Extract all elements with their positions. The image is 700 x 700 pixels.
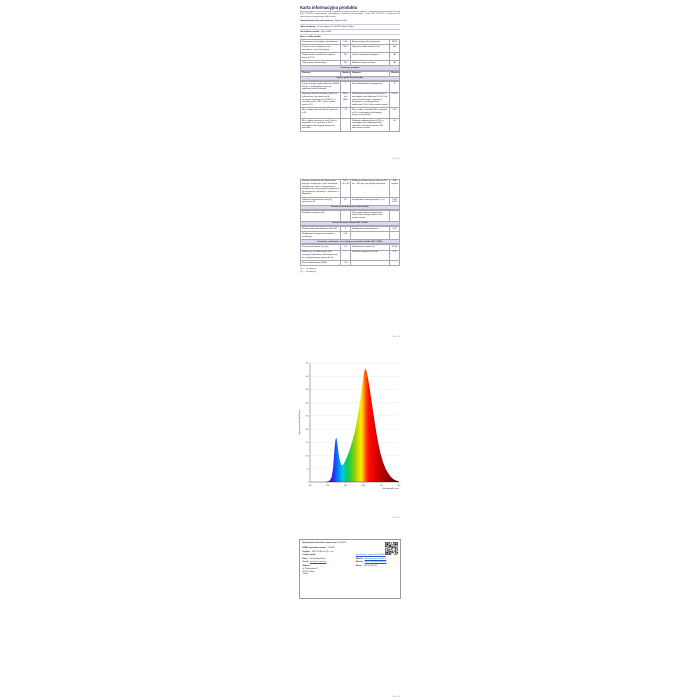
table-cell: 15 000 (389, 245, 399, 249)
table-cell: Bezkierunkowe lub kierunkowe: (350, 40, 389, 44)
supplier-value: SPECTRUM LED Sp. z o.o. (311, 550, 334, 553)
mains-params-table (300, 244, 400, 266)
table-cell: NDLS (389, 40, 399, 44)
table-cell: - (340, 119, 350, 131)
table-cell: Wymiary zewnętrzne bez oddzielnego osprzętu sterującego, części sterowania oświetleniem i części niezwiązanych z oświetleniem, w stosownych przypadkach (w milimetrach): Wysokość × Szerokość × Głębokość (302, 180, 340, 196)
contact-details-header: Contact details: (302, 554, 316, 557)
table-cell: Deklarowana trwałość (h) (350, 245, 389, 249)
table-cell: Źródło światła z możliwością regulacji barwy (CTLS): (302, 53, 336, 59)
table-cell: Możliwość przyciemniania: (350, 61, 389, 65)
table-row (301, 245, 399, 249)
table-row (301, 44, 399, 52)
y-tick-label: 250 (305, 415, 309, 418)
table-row (301, 107, 399, 117)
contact-name-label: Name: (302, 557, 308, 560)
x-tick-label: 500 (343, 485, 348, 487)
table-row (301, 197, 399, 205)
contact-box (299, 539, 401, 599)
table-cell: Współczynnik przeżywalności (350, 227, 389, 231)
y-tick-label: 50 (306, 468, 309, 471)
table-cell: 0,4 (340, 261, 350, 265)
website-label: Website: (355, 557, 364, 560)
x-axis-label: Wavelength (nm) (382, 488, 399, 491)
phone-row (356, 565, 397, 567)
spd-chart (297, 357, 403, 497)
table-cell: 7 (340, 82, 350, 91)
table-cell: Moc w trybie czuwania w sieci (Pnet) w przypadku CLS, wyrażona w W i w zaokrągleniu do drugiego miejsca po przecinku (302, 119, 337, 130)
table-cell: MLS (340, 45, 350, 52)
table-row (301, 60, 399, 65)
y-tick-label: 150 (305, 442, 309, 445)
y-tick-label: 0 (307, 481, 309, 484)
general-params-table (300, 81, 400, 132)
band-product-params: Parametry produktu (300, 66, 400, 70)
table-cell: LED (340, 40, 350, 44)
table-cell: Użyteczny strumień świetlny (Φuse), ze wskazaniem, czy odnosi się do strumienia świetlnego w kuli (360°), w szerokim stożku (120°) czy w wąskim stożku (90°) (302, 93, 338, 106)
table-cell: Światłość szczytowa (cd) (302, 211, 325, 214)
eprel-label: EPREL registration number: (302, 547, 327, 549)
contact-name-value: Dział obsługi klienta (309, 557, 326, 560)
page-4 (297, 538, 403, 700)
table-cell: Zasilane z sieci elektrycznej lub niezasilane z sieci elektrycznej: (302, 46, 331, 51)
page-title: Karta informacyjna produktu (300, 4, 358, 10)
section-header: Dane o źródle światła: (300, 36, 322, 39)
y-tick-label: 200 (305, 428, 309, 431)
table-cell: Połączone źródło światła (CLS): (350, 45, 389, 52)
band-mains-params: Parametry zasilanych z sieci elektrycznej źródeł światła LED i OLED: (300, 240, 400, 244)
table-cell: 60 (340, 198, 350, 205)
table-cell: Efekt stroboskopowy (SVM) (302, 261, 327, 264)
light-source-table (300, 39, 400, 66)
table-cell: Współczynnik utrzymania strumienia świetlnego (302, 232, 335, 238)
website2-link[interactable]: https://sklep.spectrumled.pl (364, 561, 387, 564)
table-cell: Moc w trybie włączenia (Pon), wyrażona w W (302, 109, 338, 114)
phone-value: +48 123 456 789 (363, 564, 377, 567)
directional-params-table (300, 210, 400, 221)
table-cell: Klasa efektywności energetycznej (350, 82, 389, 91)
table-cell: 0,5 (340, 245, 350, 249)
website-row (356, 558, 397, 560)
table-cell: Nie (389, 53, 399, 60)
table-cell: 1,0 (389, 251, 399, 260)
table-cell (350, 261, 389, 265)
text-line: 30-701 Kraków (302, 570, 315, 573)
table-cell: Wartość wskaźnika oddawania barw R9 (302, 227, 338, 230)
text-line: (2) „-” : nie dotyczy; (300, 270, 317, 273)
table-cell: - (389, 211, 399, 220)
table-cell: 0,90 (389, 227, 399, 231)
page-3 (297, 356, 403, 521)
table-row (301, 180, 399, 197)
field-row (300, 30, 400, 35)
page-2 (297, 177, 403, 340)
table-cell (389, 232, 399, 239)
table-cell: Deklaracja, że źródło światła LED zastępuje świetlówkę o określonej mocy, bez zintegrowanego statecznika (2) (302, 251, 338, 259)
market-date-value: 01/10/2021 (337, 542, 347, 544)
table-row (301, 260, 399, 265)
table-cell: 80 (389, 119, 399, 131)
email-row (303, 561, 356, 563)
table-cell: Wartość (391, 72, 399, 75)
x-tick-label: 800 (397, 485, 401, 487)
supplier-fields (300, 20, 400, 35)
table-row (301, 52, 399, 60)
x-tick-label: 300 (308, 485, 312, 487)
table-cell: Otoczka wysokoluminancyjna: (350, 53, 389, 60)
table-cell: - (340, 251, 350, 260)
field-value: Spectrum LED (334, 20, 347, 23)
led-params-table (300, 226, 400, 240)
table-cell: 0,90 (340, 232, 350, 239)
field-label: Nazwa dostawcy lub znak towarowy: (300, 20, 334, 23)
website2-row (356, 561, 397, 563)
table-cell: Współrzędne chromatyczności (x i y) (350, 198, 389, 205)
table-cell: Nie (340, 61, 350, 65)
contact-left-column (303, 547, 356, 575)
table-cell: Osłona przeciwolśnieniowa: (302, 61, 327, 64)
website-link[interactable]: https://www.spectrumled.pl (364, 557, 387, 560)
y-axis-label: Spectral power [mW/nm] (299, 410, 301, 435)
table-cell: Parametr (302, 72, 311, 75)
qr-code (385, 542, 398, 555)
page-footer: Page 4/4 (392, 696, 400, 698)
general-params-table-cont (300, 179, 400, 206)
market-date-label: Model placed on the Union market from: (302, 542, 337, 544)
table-cell: Zob. rysunek (389, 180, 399, 197)
market-date-line (303, 542, 377, 544)
address-header: Address: (302, 564, 311, 567)
table-row (301, 227, 399, 231)
spd-area (307, 368, 399, 484)
table-cell: 2700 K (389, 93, 399, 108)
table-cell: Widmowy rozkład mocy w zakresie 250 nm – 800 nm, przy pełnym obciążeniu (350, 180, 389, 197)
table-cell: - (340, 211, 350, 220)
table-row (301, 118, 399, 131)
x-tick-label: 600 (361, 485, 366, 487)
contact-name-row (303, 558, 356, 560)
table-cell: Parametr (350, 72, 389, 76)
eprel-row (303, 547, 356, 549)
table-row (301, 92, 399, 108)
page-1 (297, 2, 403, 162)
table-cell: 806 w kuli (360°) (340, 93, 350, 108)
email-link[interactable]: info@spectrumled.pl (310, 561, 327, 564)
website2-label: Website: (355, 561, 364, 564)
field-label: Identyfikator modelu: (300, 30, 320, 33)
text-line: (1) „-” : nie dotyczy; (300, 267, 317, 270)
page-footer: Page 2/4 (392, 336, 400, 338)
y-tick-label: 350 (305, 389, 309, 392)
table-cell: Nie (340, 53, 350, 60)
table-cell: Skorelowana temperatura barwowa, w zaokrągleniu do najbliższych 100 K, lub zakres skorelowanych temperatur barwowych, w zaokrągleniu do najbliższych 100 K, które można ustawić (351, 93, 388, 106)
field-value: WOJ+14629 (320, 30, 332, 33)
table-cell (389, 261, 399, 265)
y-tick-label: 400 (305, 375, 309, 378)
field-label: Adres dostawcy: (300, 25, 316, 28)
table-cell: Wskaźnik migotania (Pst LM) (350, 251, 389, 260)
table-row (301, 250, 399, 260)
table-cell: F (389, 82, 399, 91)
eprel-value: 1234567 (328, 547, 336, 549)
supplier-label: Supplier: (302, 550, 311, 553)
table-cell: 108 × 60 × 60 (340, 180, 350, 197)
page-footer: Page 3/4 (392, 517, 400, 519)
table-cell: Wskaźnik oddawania barw (CRI), w zaokrągleniu do najbliższej liczby całkowitej, lub zakres wartości CRI, które można ustawić (350, 119, 389, 131)
page-footer: Page 1/4 (392, 158, 400, 160)
field-value: ul. Przemysłowa 12, 30-701 Kraków, Polska (316, 25, 354, 28)
text-line: ul. Przemysłowa 12 (302, 568, 319, 571)
phone-label: Phone: (355, 564, 362, 567)
table-row (301, 82, 399, 91)
table-row (301, 231, 399, 239)
eprel-qr-link[interactable]: https://eprel.ec.europa.eu/qr/1234567 (355, 554, 386, 556)
table-cell: 0 (340, 227, 350, 231)
table-cell: 0,457 0,410 (389, 198, 399, 205)
intro-text: Informacje podane w karcie informacyjnej produktu zostały zamieszczone zgodnie z rozporządzeniem delegowanym Komisji (UE) 2019/2015 uzupełniającym rozporządzenie Parlamentu Europejskiego i Rady (UE) 2017/1369 w odniesieniu do etykietowania energetycznego źródeł światła. (300, 11, 400, 18)
y-tick-label: 100 (305, 455, 309, 458)
table-cell: Wartość (342, 72, 351, 75)
table-cell: Przesunięcie fazowe (cos φ1) (302, 246, 329, 249)
table-row (301, 72, 399, 76)
x-tick-label: 700 (379, 485, 383, 487)
text-line: Polska (302, 572, 308, 575)
email-label: E-mail: (302, 561, 309, 564)
table-cell (350, 232, 389, 239)
table-row (301, 211, 399, 220)
table-cell: Kąt rozsyłu wiązki w stopniach lub zakres kątów rozsyłu wiązki, które można ustawić (350, 211, 389, 220)
table-cell: Nie (389, 45, 399, 52)
band-general-params: Ogólne parametry produktu: (300, 77, 400, 81)
band-led-params: Parametry źródeł światła LED i OLED: (300, 222, 400, 226)
table-row (301, 40, 399, 44)
table-cell: Zastosowana technologia oświetleniowa: (302, 40, 339, 43)
band-directional-params: Parametry kierunkowych źródeł światła: (300, 206, 400, 210)
contact-columns (303, 547, 398, 575)
supplier-row (303, 551, 356, 553)
table-cell: Moc w trybie czuwania (Psb), wyrażona w W i w zaokrągleniu do drugiego miejsca po przecinku (350, 108, 389, 117)
table-cell: Zużycie energii w trybie włączenia (kWh/1 000 h), w zaokrągleniu w górę do najbliższej liczby całkowitej (302, 82, 340, 91)
table-cell: 7.0 (340, 108, 350, 117)
table-cell: Nie (389, 61, 399, 65)
table-cell: 0.30 (389, 108, 399, 117)
footnotes (300, 268, 400, 274)
x-tick-label: 400 (326, 485, 330, 487)
y-tick-label: 300 (305, 402, 309, 405)
address-lines (303, 568, 356, 575)
table-cell: Deklaracja równoważnej mocy (1), wyrażona w W (302, 198, 333, 204)
y-tick-label: 450 (305, 362, 309, 365)
